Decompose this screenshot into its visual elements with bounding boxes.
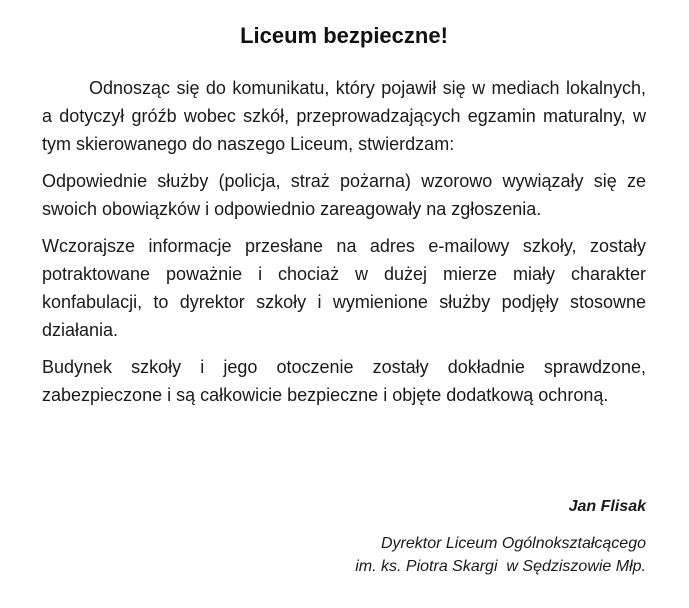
document-title: Liceum bezpieczne! xyxy=(240,23,448,48)
signature-role-line-2: im. ks. Piotra Skargi w Sędziszowie Młp. xyxy=(355,558,646,575)
signature-name: Jan Flisak xyxy=(568,498,646,515)
paragraph-building: Budynek szkoły i jego otoczenie zostały dokładnie sprawdzone, zabezpieczone i są całkowicie bezpieczne i objęte dodatkową ochroną. xyxy=(42,357,646,405)
signature-role xyxy=(42,532,646,578)
paragraph-emails: Wczorajsze informacje przesłane na adres e-mailowy szkoły, zostały potraktowane poważnie i chociaż w dużej mierze miały charakter konfabulacji, to dyrektor szkoły i wymienione służby podjęły stosowne działania. xyxy=(42,236,646,340)
paragraph-intro: Odnosząc się do komunikatu, który pojawił się w mediach lokalnych, a dotyczył gróźb wobec szkół, przeprowadzających egzamin maturalny, w tym skierowanego do naszego Liceum, stwierdzam: xyxy=(42,78,646,154)
document-page xyxy=(42,20,646,418)
signature-role-line-1: Dyrektor Liceum Ogólnokształcącego xyxy=(380,535,646,552)
paragraph-services: Odpowiednie służby (policja, straż pożarna) wzorowo wywiązały się ze swoich obowiązków i odpowiednio zareagowały na zgłoszenia. xyxy=(42,171,646,219)
